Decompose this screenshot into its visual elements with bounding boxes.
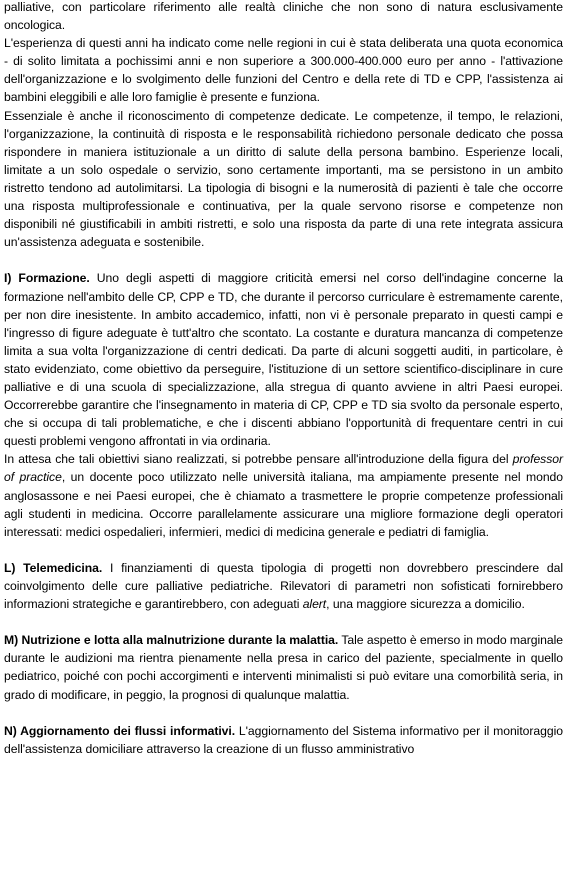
paragraph-text: In attesa che tali obiettivi siano realizzati, si potrebbe pensare all'introduzione della figura del — [4, 452, 513, 467]
paragraph — [4, 559, 563, 613]
paragraph — [4, 107, 563, 252]
paragraph — [4, 0, 563, 34]
paragraph-text: , una maggiore sicurezza a domicilio. — [326, 597, 525, 612]
section-heading: I) Formazione. — [4, 271, 90, 286]
paragraph-text: Essenziale è anche il riconoscimento di competenze dedicate. Le competenze, il tempo, le relazioni, l'organizzazione, la continuità di risposta e le responsabilità richiedono personale dedicato che possa rispondere in maniera istituzionale a un diritto di salute della persona bambino. Esperienze locali, limitate a un solo ospedale o servizio, sono certamente importanti, ma se persistono in un ambito ristretto tendono ad autolimitarsi. La tipologia di bisogni e la numerosità di pazienti è tale che occorre una risposta multiprofessionale e continuativa, per la quale servono risorse e competenze non disponibili né giustificabili in ambiti ristretti, e solo una risposta da parte di una rete integrata assicura un'assistenza adeguata e sostenibile. — [4, 108, 563, 250]
paragraph-spacer — [4, 613, 563, 631]
paragraph-text: Tale aspetto è emerso in modo marginale durante le audizioni ma rientra pienamente nella presa in carico del paziente, specialmente in quello pediatrico, poiché con pochi accorgimenti e interventi minimalisti si può evitare una comorbilità seria, in grado di modificare, in peggio, la prognosi di qualunque malattia. — [4, 633, 563, 702]
paragraph — [4, 269, 563, 450]
section-heading: L) Telemedicina. — [4, 560, 103, 575]
paragraph-text: I finanziamenti di questa tipologia di progetti non dovrebbero prescindere dal coinvolgimento delle cure palliative pediatriche. Rilevatori di parametri non sofisticati fornirebbero informazioni strategiche e garantirebbero, con adeguati — [4, 560, 564, 612]
paragraph-text: palliative, con particolare riferimento alle realtà cliniche che non sono di natura esclusivamente oncologica. — [4, 0, 563, 33]
paragraph-text: L'esperienza di questi anni ha indicato come nelle regioni in cui è stata deliberata una quota economica - di solito limitata a pochissimi anni e non superiore a 300.000-400.000 euro per anno - l'attivazione dell'organizzazione e lo svolgimento delle funzioni del Centro e della rete di TD e CPP, l'assistenza ai bambini eleggibili e alle loro famiglie è presente e funziona. — [4, 36, 563, 105]
italic-term: alert — [302, 597, 327, 612]
paragraph-text: , un docente poco utilizzato nelle università italiana, ma ampiamente presente nel mondo anglosassone e nei Paesi europei, che è chiamato a trasmettere le proprie competenze professionali agli studenti in medicina. Occorre parallelamente assicurare una migliore formazione degli operatori interessati: medici ospedalieri, infermieri, medici di medicina generale e pediatri di famiglia. — [4, 470, 563, 539]
paragraph — [4, 450, 563, 540]
section-heading: M) Nutrizione e lotta alla malnutrizione durante la malattia. — [4, 633, 339, 648]
paragraph-spacer — [4, 251, 563, 269]
paragraph-text: Uno degli aspetti di maggiore criticità emersi nel corso dell'indagine concerne la formazione nell'ambito delle CP, CPP e TD, che durante il percorso curriculare è estremamente carente, per non dire inesistente. In ambito accademico, infatti, non vi è personale preparato in questi campi e l'ingresso di figure adeguate è tutt'altro che scontato. La costante e duratura mancanza di competenze limita a sua volta l'organizzazione di centri dedicati. Da parte di alcuni soggetti auditi, in particolare, è stato evidenziato, come obiettivo da perseguire, l'istituzione di un settore scientifico-disciplinare in cure palliative e di una scuola di specializzazione, alla stregua di quanto avviene in altri Paesi europei. Occorrerebbe garantire che l'insegnamento in materia di CP, CPP e TD sia svolto da personale esperto, che si occupa di tali problematiche, e che i discenti abbiano l'opportunità di frequentare centri in cui questi problemi vengono affrontati in via ordinaria. — [4, 271, 563, 449]
italic-term: professor of practice — [4, 452, 563, 485]
section-heading: N) Aggiornamento dei flussi informativi. — [4, 723, 236, 738]
paragraph-spacer — [4, 541, 563, 559]
paragraph — [4, 631, 563, 703]
document-body — [4, 0, 563, 758]
paragraph — [4, 34, 563, 106]
paragraph-spacer — [4, 704, 563, 722]
paragraph-text: L'aggiornamento del Sistema informativo per il monitoraggio dell'assistenza domiciliare attraverso la creazione di un flusso amministrativo — [4, 723, 563, 756]
paragraph — [4, 722, 563, 758]
